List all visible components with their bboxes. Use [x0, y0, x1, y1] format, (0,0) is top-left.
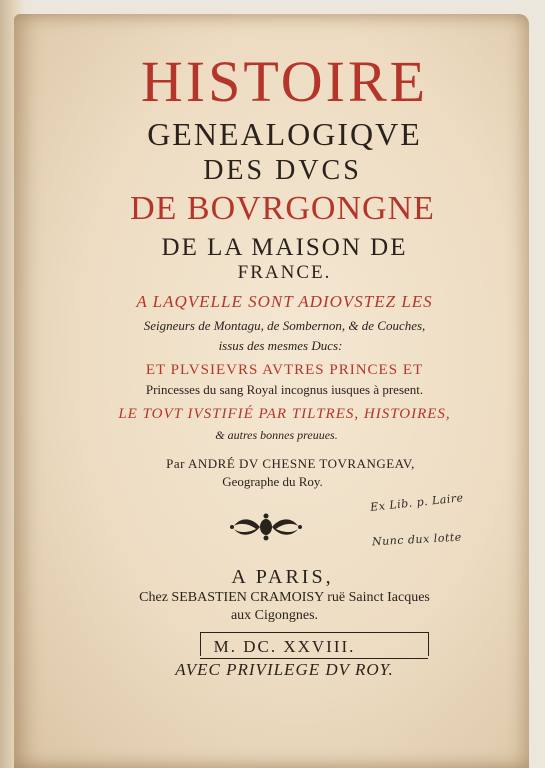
imprint-privilege: AVEC PRIVILEGE DV ROY. — [175, 660, 394, 679]
subtitle-adioustez: A LAQVELLE SONT ADIOVSTEZ LES — [136, 292, 433, 311]
imprint-publisher: Chez SEBASTIEN CRAMOISY ruë Sainct Iacques — [139, 590, 430, 605]
title-histoire: HISTOIRE — [140, 49, 429, 114]
subtitle-issus: issus des mesmes Ducs: — [218, 338, 343, 353]
title-de-bourgongne: DE BOVRGONGNE — [130, 190, 435, 227]
title-des-ducs: DES DVCS — [203, 155, 362, 186]
subtitle-le-tout-iustifie: LE TOVT IVSTIFIÉ PAR TILTRES, HISTOIRES, — [118, 406, 451, 422]
title-de-la-maison-de: DE LA MAISON DE — [161, 234, 408, 261]
title-france: FRANCE. — [237, 262, 332, 283]
imprint-cigongnes: aux Cigongnes. — [230, 608, 319, 623]
subtitle-bonnes-preuues: & autres bonnes preuues. — [215, 428, 338, 442]
handwritten-ex-libris: Ex Lib. p. Laire — [369, 491, 465, 514]
author-line: Par ANDRÉ DV CHESNE TOVRANGEAV, — [166, 456, 415, 471]
subtitle-princesses: Princesses du sang Royal incognus iusques à present. — [145, 382, 424, 397]
imprint-date: M. DC. XXVIII. — [213, 637, 356, 656]
subtitle-seigneurs: Seigneurs de Montagu, de Sombernon, & de Couches, — [143, 318, 426, 333]
date-rule-bottom — [200, 658, 428, 659]
handwritten-nunc: Nunc dux lotte — [371, 530, 463, 549]
date-rule-top — [200, 632, 428, 633]
title-genealogique: GENEALOGIQVE — [147, 116, 422, 152]
subtitle-plusieurs-princes: ET PLVSIEVRS AVTRES PRINCES ET — [145, 362, 424, 378]
author-title: Geographe du Roy. — [222, 474, 323, 489]
fleuron-ornament — [230, 512, 302, 542]
imprint-place: A PARIS, — [231, 566, 334, 588]
